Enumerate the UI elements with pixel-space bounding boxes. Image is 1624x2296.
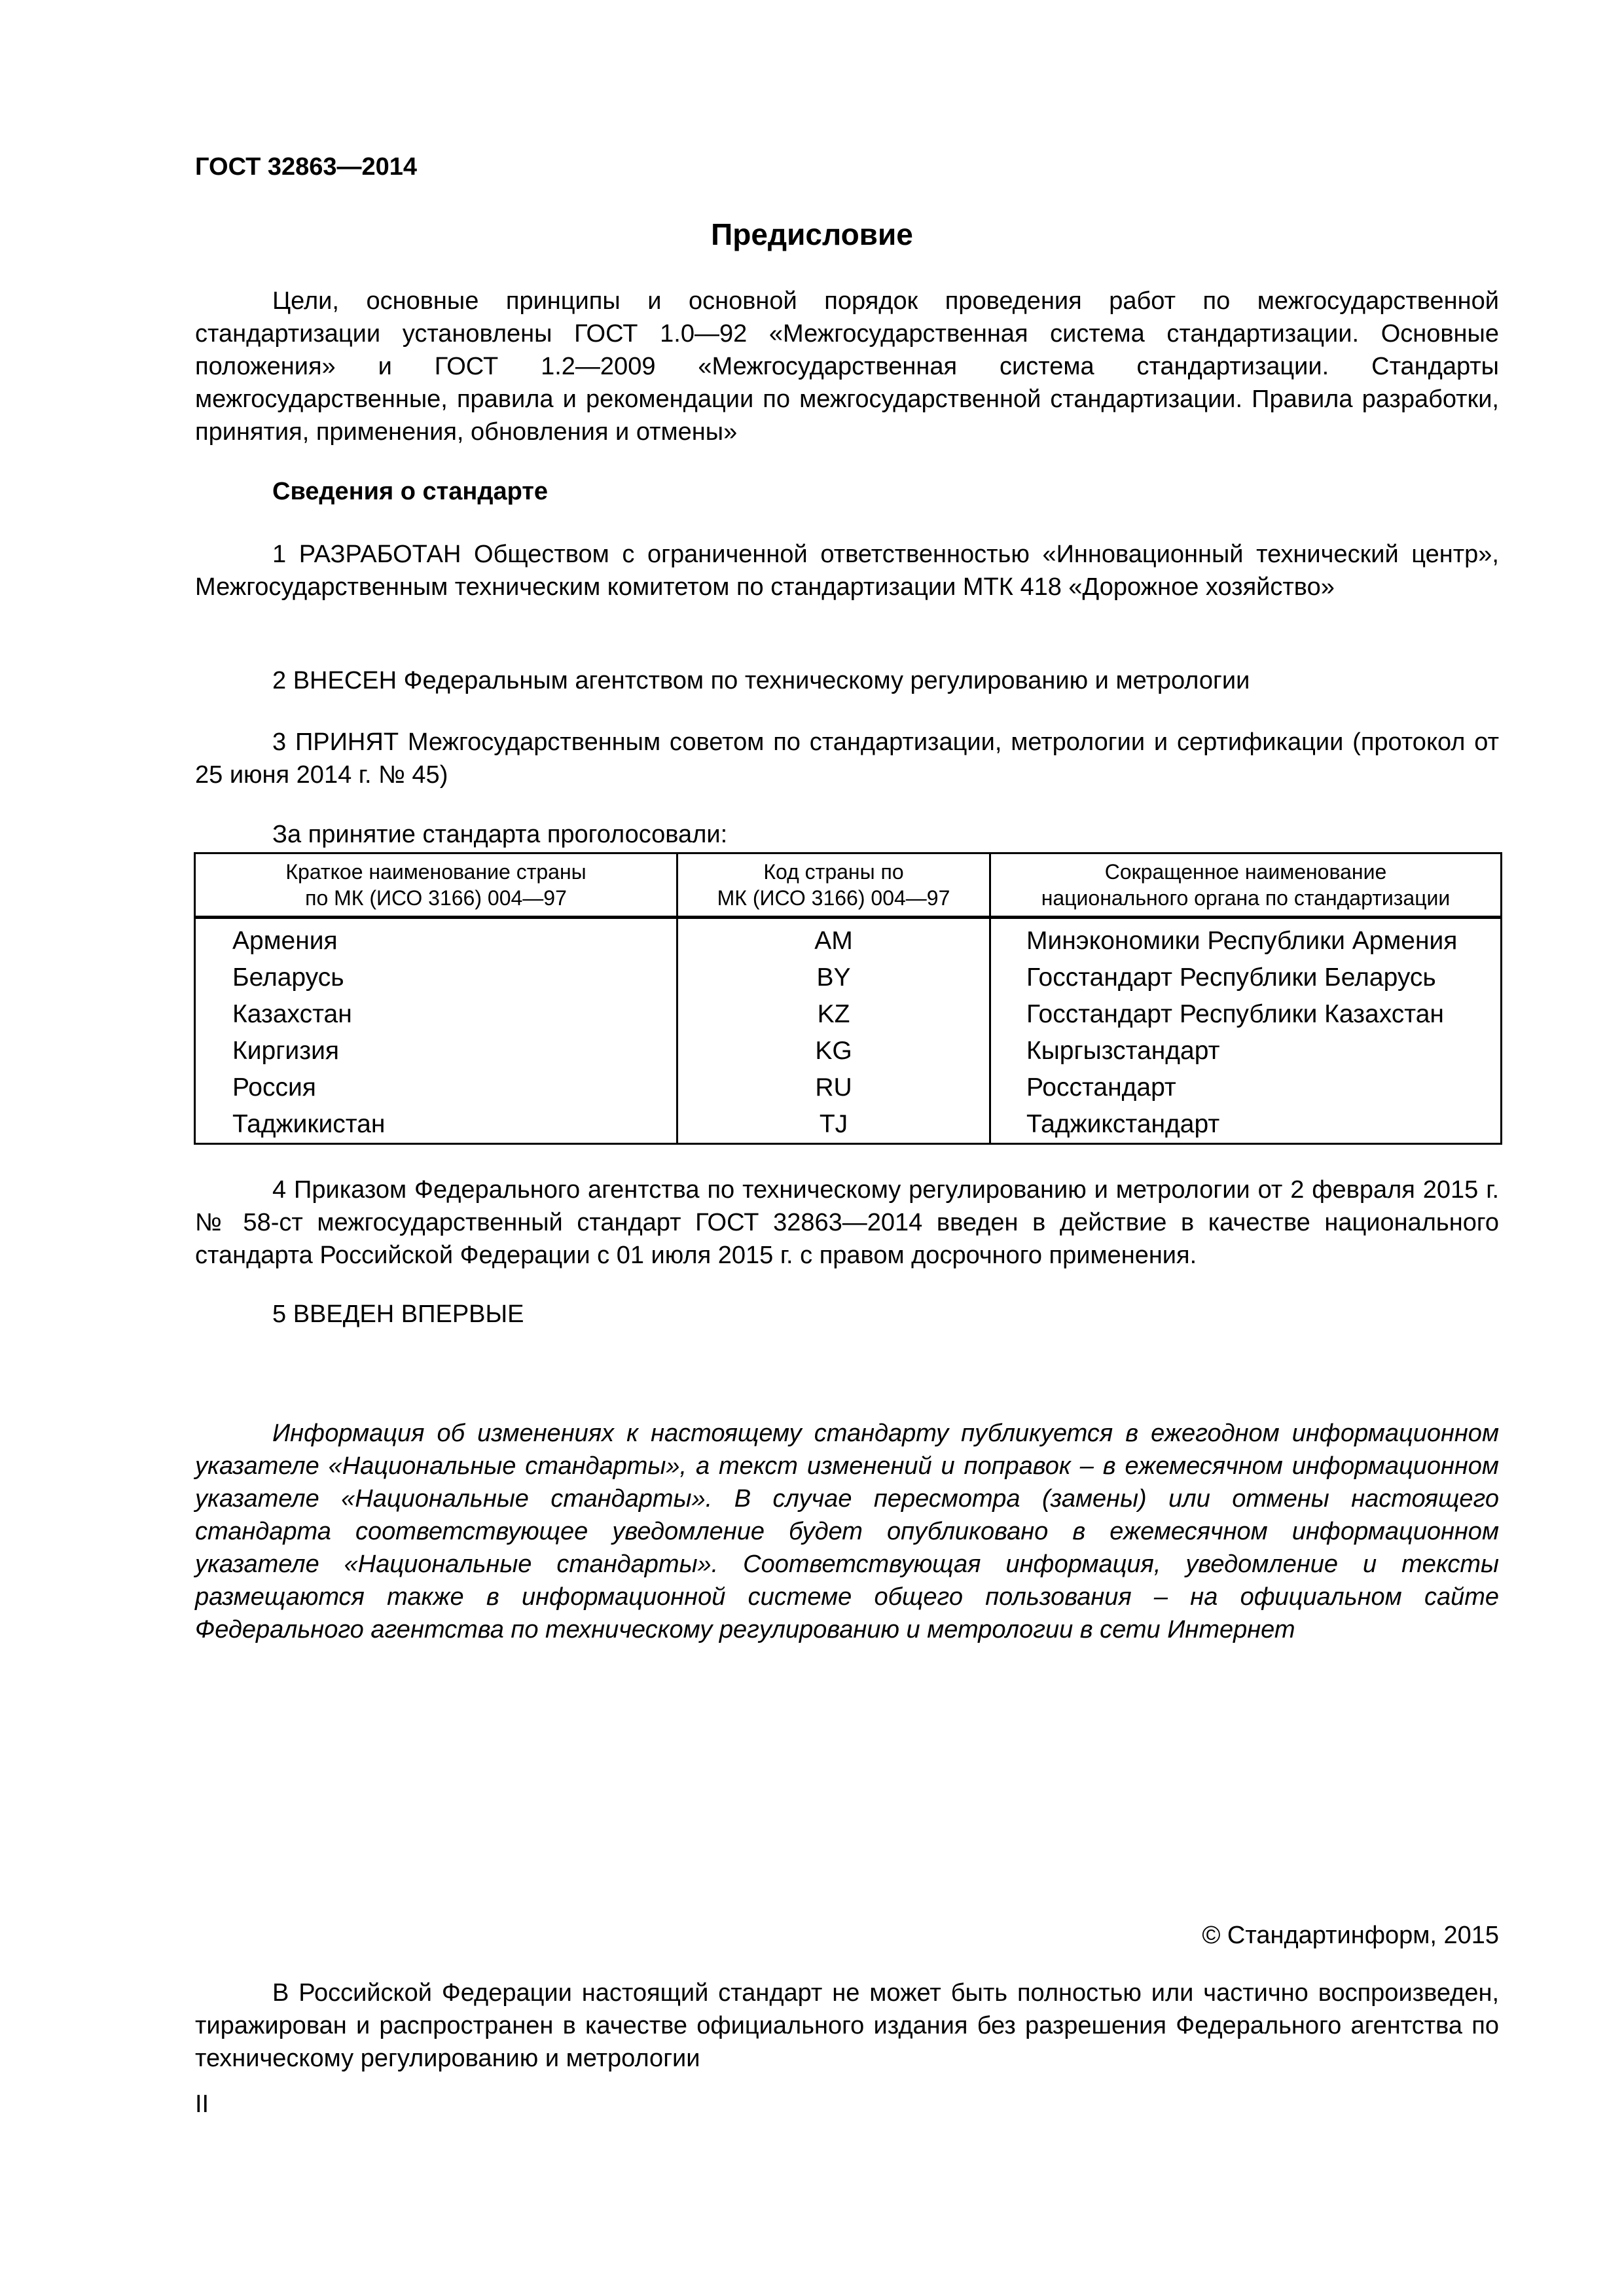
- table-row: [195, 1033, 1502, 1069]
- table-row: [195, 1106, 1502, 1144]
- preface-intro: Цели, основные принципы и основной порядок проведения работ по межгосударственной стандартизации установлены ГОСТ 1.0—92 «Межгосударственная система стандартизации. Основные положения» и ГОСТ 1.2—2009 «Межгосударственная система стандартизации. Стандарты межгосударственные, правила и рекомендации по межгосударственной стандартизации. Правила разработки, принятия, применения, обновления и отмены»: [195, 287, 1499, 446]
- code-cell: TJ: [677, 1106, 990, 1144]
- code-cell: KG: [677, 1033, 990, 1069]
- item-adopted: 3 ПРИНЯТ Межгосударственным советом по стандартизации, метрологии и сертификации (протокол от 25 июня 2014 г. № 45): [195, 728, 1499, 789]
- org-cell: Кыргызстандарт: [990, 1033, 1502, 1069]
- header-org-line2: национального органа по стандартизации: [1041, 886, 1451, 910]
- table-row: [195, 996, 1502, 1033]
- page-title: Предисловие: [711, 217, 913, 251]
- copyright: © Стандартинформ, 2015: [1202, 1922, 1499, 1949]
- changes-notice: Информация об изменениях к настоящему стандарту публикуется в ежегодном информационном указателе «Национальные стандарты», а текст изменений и поправок – в ежемесячном информационном указателе «Национальные стандарты». В случае пересмотра (замены) или отмены настоящего стандарта соответствующее уведомление будет опубликовано в ежемесячном информационном указателе «Национальные стандарты». Соответствующая информация, уведомление и тексты размещаются также в информационной системе общего пользования – на официальном сайте Федерального агентства по техническому регулированию и метрологии в сети Интернет: [195, 1420, 1499, 1643]
- header-country-line2: по МК (ИСО 3166) 004—97: [305, 886, 567, 910]
- org-cell: Таджикстандарт: [990, 1106, 1502, 1144]
- header-country-line1: Краткое наименование страны: [285, 860, 586, 884]
- header-code: [677, 853, 990, 918]
- code-cell: RU: [677, 1069, 990, 1106]
- item-developed: 1 РАЗРАБОТАН Обществом с ограниченной ответственностью «Инновационный технический центр», Межгосударственным техническим комитетом по стандартизации МТК 418 «Дорожное хозяйство»: [195, 541, 1499, 601]
- page-number: II: [195, 2090, 209, 2118]
- document-code: ГОСТ 32863—2014: [195, 153, 418, 181]
- header-org: [990, 853, 1502, 918]
- item-submitted: 2 ВНЕСЕН Федеральным агентством по техническому регулированию и метрологии: [272, 667, 1250, 694]
- org-cell: Минэкономики Республики Армения: [990, 918, 1502, 960]
- reproduction-notice: В Российской Федерации настоящий стандарт не может быть полностью или частично воспроизведен, тиражирован и распространен в качестве официального издания без разрешения Федерального агентства по техническому регулированию и метрологии: [195, 1979, 1499, 2072]
- table-row: [195, 960, 1502, 996]
- org-cell: Госстандарт Республики Казахстан: [990, 996, 1502, 1033]
- item-first-introduced: 5 ВВЕДЕН ВПЕРВЫЕ: [272, 1300, 524, 1328]
- country-cell: Таджикистан: [195, 1106, 677, 1144]
- country-cell: Беларусь: [195, 960, 677, 996]
- votes-table-header: [195, 853, 1502, 918]
- country-cell: Киргизия: [195, 1033, 677, 1069]
- code-cell: KZ: [677, 996, 990, 1033]
- header-code-line2: МК (ИСО 3166) 004—97: [717, 886, 950, 910]
- country-cell: Армения: [195, 918, 677, 960]
- country-cell: Россия: [195, 1069, 677, 1106]
- country-cell: Казахстан: [195, 996, 677, 1033]
- item-enacted: 4 Приказом Федерального агентства по техническому регулированию и метрологии от 2 февраля 2015 г. № 58-ст межгосударственный стандарт ГОСТ 32863—2014 введен в действие в качестве национального стандарта Российской Федерации с 01 июля 2015 г. с правом досрочного применения.: [195, 1176, 1499, 1269]
- header-code-line1: Код страны по: [763, 860, 904, 884]
- votes-caption: За принятие стандарта проголосовали:: [272, 821, 728, 848]
- header-country: [195, 853, 677, 918]
- header-org-line1: Сокращенное наименование: [1104, 860, 1387, 884]
- votes-table: [194, 852, 1502, 1145]
- code-cell: AM: [677, 918, 990, 960]
- section-heading: Сведения о стандарте: [272, 478, 549, 505]
- code-cell: BY: [677, 960, 990, 996]
- org-cell: Росстандарт: [990, 1069, 1502, 1106]
- table-row: [195, 918, 1502, 960]
- org-cell: Госстандарт Республики Беларусь: [990, 960, 1502, 996]
- table-row: [195, 1069, 1502, 1106]
